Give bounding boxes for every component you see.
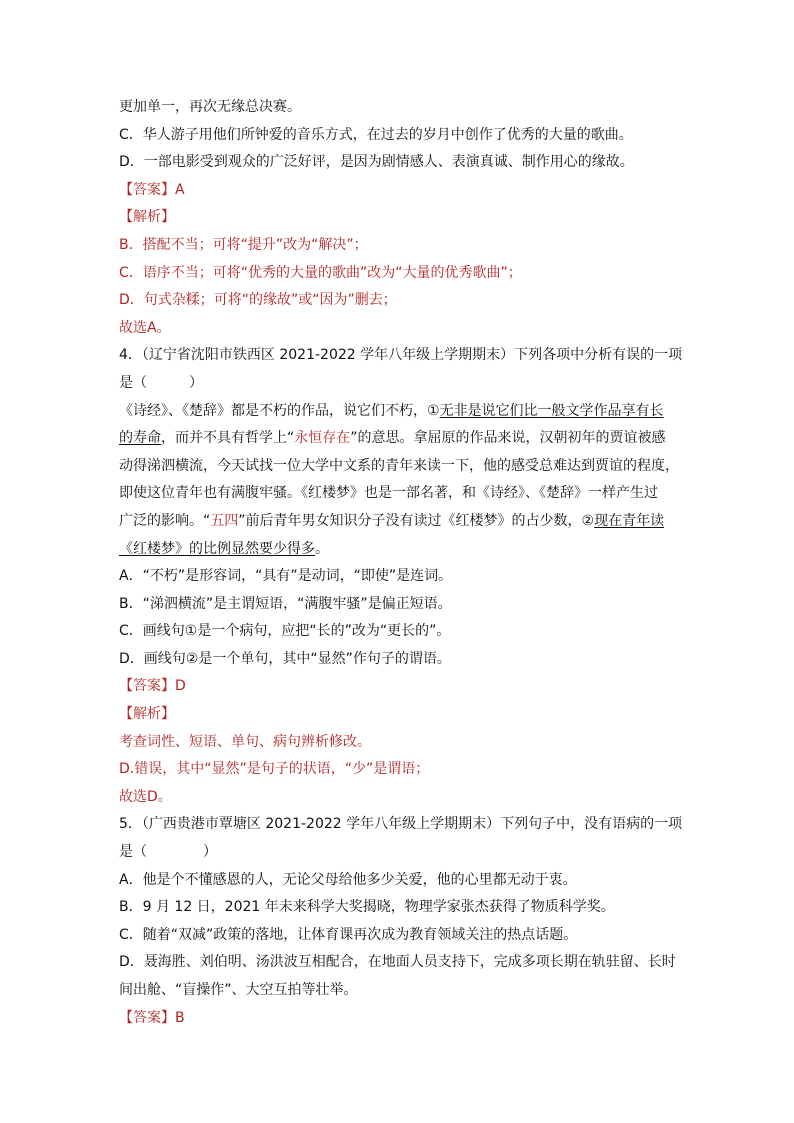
question-5-option-d-line-2: 间出舱、“盲操作”、大空互拍等壮举。 [119,982,358,998]
underlined-sentence-1: 无非是说它们比一般文学作品享有长 [439,402,664,419]
question-3-continuation: 更加单一，再次无缘总决赛。 [119,99,301,115]
underlined-sentence-1-end: 的寿命 [119,430,161,447]
question-4-option-d: D．画线句②是一个单句，其中“显然”作句子的谓语。 [119,650,451,667]
question-4-analysis-1: 考查词性、短语、单句、病句辨析修改。 [119,733,371,750]
passage-text: ”前后青年男女知识分子没有读过《红楼梦》的占少数，② [238,512,595,529]
question-4-passage-line-2 [119,425,687,453]
question-3-option-c: C．华人游子用他们所钟爱的音乐方式，在过去的岁月中创作了优秀的大量的歌曲。 [119,126,633,143]
question-3-conclusion: 故选A。 [119,319,171,336]
document-page [119,94,687,1032]
question-4-option-b: B．“涕泗横流”是主谓短语，“满腹牢骚”是偏正短语。 [119,595,452,612]
underlined-sentence-2-end: 《红楼梦》的比例显然要少得多 [119,540,315,557]
question-4-analysis-title: 【解析】 [119,706,175,723]
question-4-option-a: A．“不朽”是形容词，“具有”是动词，“即使”是连词。 [119,568,453,585]
question-3-option-d: D．一部电影受到观众的广泛好评，是因为剧情感人、表演真诚、制作用心的缘故。 [119,154,634,171]
question-4-stem-line-1: 4．（辽宁省沈阳市铁西区 2021-2022 学年八年级上学期期末）下列各项中分析有误的一项 [119,347,683,364]
passage-text: ”的意思。拿屈原的作品来说，汉朝初年的贾谊被感 [350,430,666,447]
passage-text: 广泛的影响。“ [119,512,211,529]
question-5-option-d-line-1: D．聂海胜、刘伯明、汤洪波互相配合，在地面人员支持下，完成多项长期在轨驻留、长时 [119,954,676,971]
question-4-passage-line-3: 动得涕泗横流，今天试找一位大学中文系的青年来读一下，他的感受总难达到贾谊的程度， [119,457,679,474]
question-5-option-c: C．随着“双减”政策的落地，让体育课再次成为教育领域关注的热点话题。 [119,926,578,943]
question-4-option-c: C．画线句①是一个病句，应把“长的”改为“更长的”。 [119,623,451,640]
question-3-analysis-title: 【解析】 [119,209,175,226]
question-5-answer: 【答案】B [119,1009,185,1026]
question-4-stem-line-2: 是（ ） [119,374,203,391]
passage-text: 《诗经》、《楚辞》都是不朽的作品，说它们不朽，① [119,402,440,419]
passage-text: ，而并不具有哲学上“ [161,430,295,447]
question-4-conclusion: 故选D。 [119,788,172,805]
question-3-analysis-d: D．句式杂糅；可将“的缘故”或“因为”删去； [119,292,397,309]
question-5-stem-line-1: 5．（广西贵港市覃塘区 2021-2022 学年八年级上学期期末）下列句子中，没有语病的一项 [119,816,683,833]
question-4-passage-line-4: 即使这位青年也有满腹牢骚。《红楼梦》也是一部名著，和《诗经》、《楚辞》一样产生过 [119,485,658,502]
question-3-analysis-c: C．语序不当；可将“优秀的大量的歌曲”改为“大量的优秀歌曲”； [119,264,522,281]
question-4-passage-line-1 [119,398,687,426]
highlighted-phrase: 五四 [210,512,239,529]
question-3-answer: 【答案】A [119,181,185,198]
question-3-analysis-b: B．搭配不当；可将“提升”改为“解决”； [119,236,368,253]
passage-text: 。 [315,540,329,557]
question-5-option-b: B．9 月 12 日，2021 年未来科学大奖揭晓，物理学家张杰获得了物质科学奖。 [119,899,615,916]
highlighted-phrase: 永恒存在 [294,430,351,447]
question-4-passage-line-6 [119,536,687,564]
question-4-analysis-2: D.错误，其中“显然”是句子的状语，“少”是谓语； [119,761,430,778]
question-4-passage-line-5 [119,508,687,536]
question-4-answer: 【答案】D [119,678,186,695]
question-5-stem-line-2: 是（ ） [119,844,217,861]
question-5-option-a: A．他是个不懂感恩的人，无论父母给他多少关爱，他的心里都无动于衷。 [119,871,577,888]
underlined-sentence-2: 现在青年读 [594,512,665,529]
